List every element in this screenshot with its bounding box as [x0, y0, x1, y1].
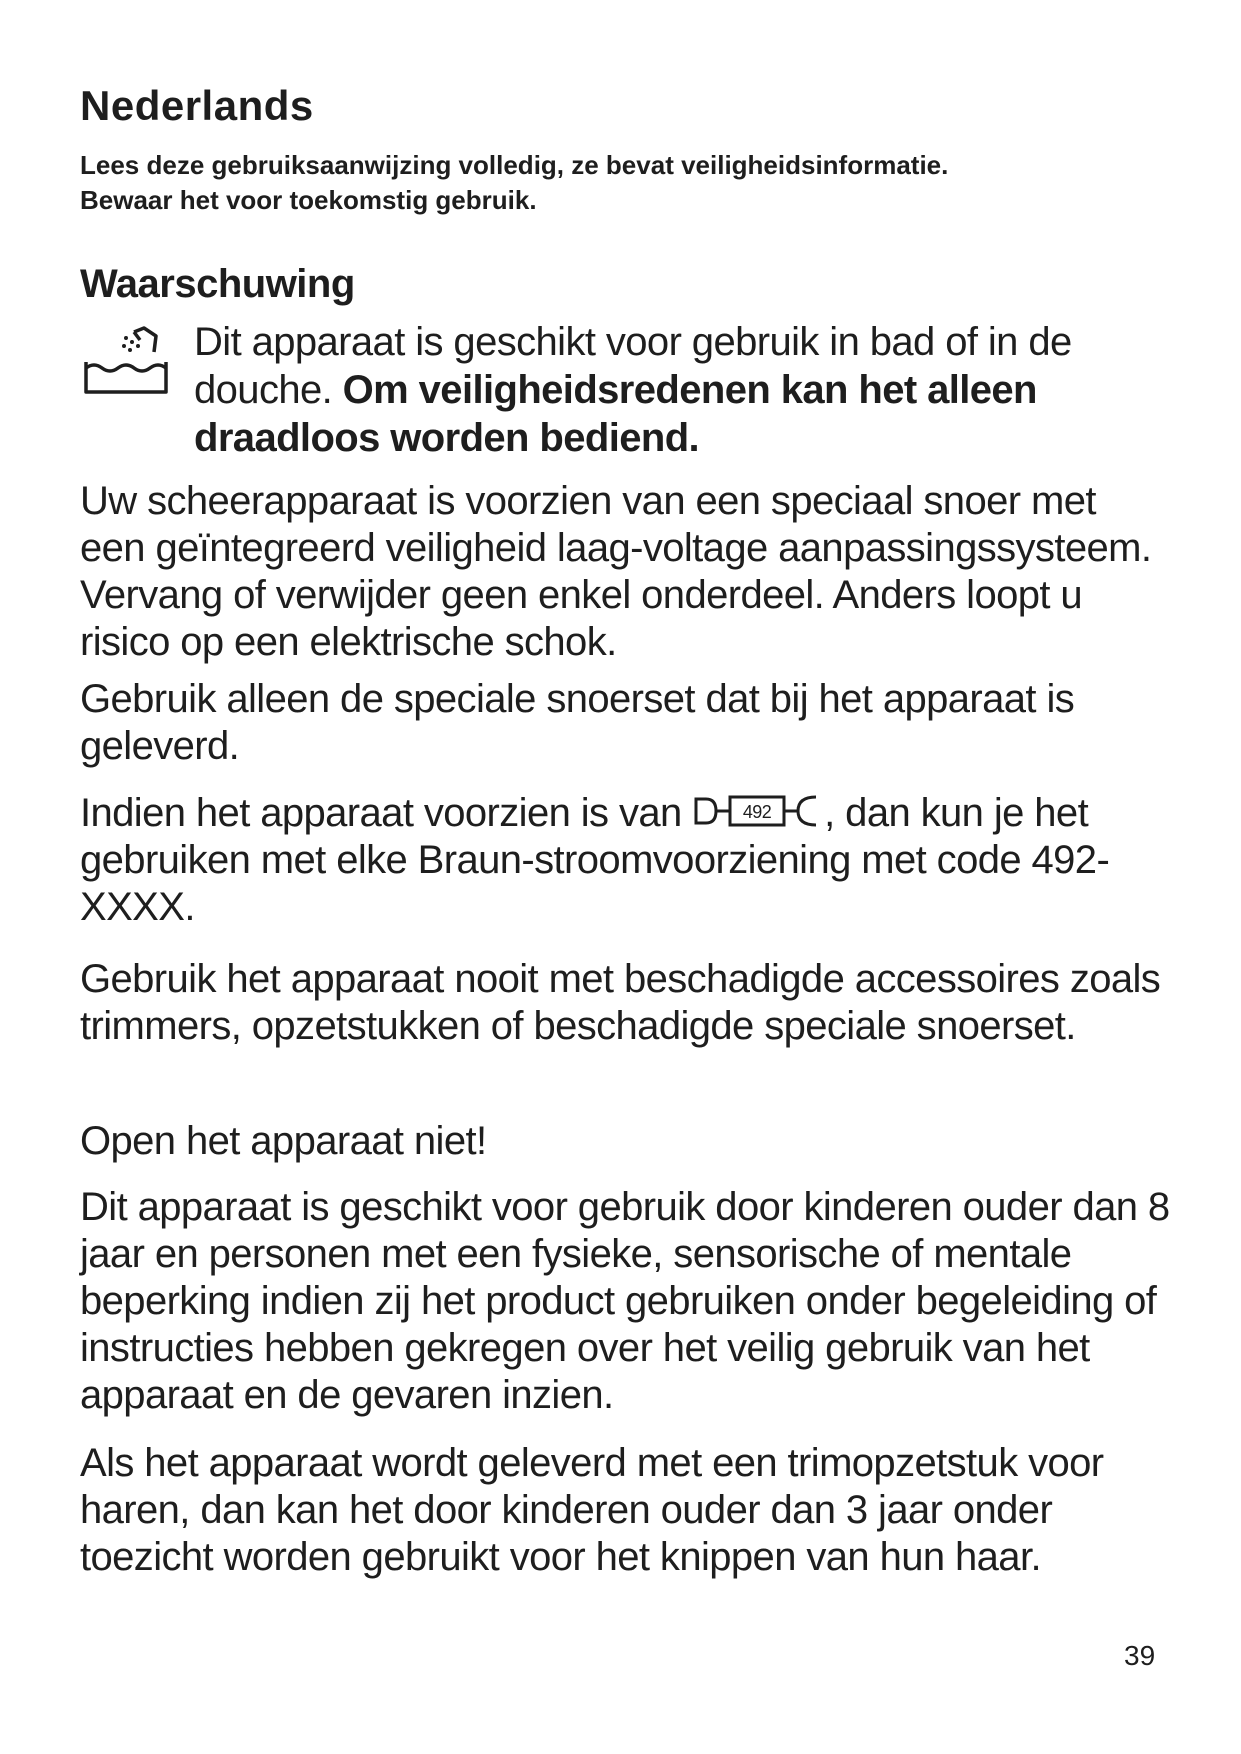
bath-shower-icon	[82, 322, 170, 400]
paragraph-cord-set: Gebruik alleen de speciale snoerset dat bij het apparaat is geleverd.	[80, 677, 1075, 768]
paragraph-damaged-accessories: Gebruik het apparaat nooit met beschadigde accessoires zoals trimmers, opzetstukken of beschadigde speciale snoerset.	[80, 957, 1161, 1048]
power-symbol-code: 492	[743, 802, 772, 823]
bath-warning-bold: Om veiligheidsredenen kan het alleen draadloos worden bediend.	[194, 368, 1037, 460]
intro-line-1: Lees deze gebruiksaanwijzing volledig, ze bevat veiligheidsinformatie.	[80, 150, 949, 180]
paragraph-cord-system: Uw scheerapparaat is voorzien van een speciaal snoer met een geïntegreerd veiligheid laag-voltage aanpassingssysteem. Vervang of verwijder geen enkel onderdeel. Anders loopt u risico op een elektrische schok.	[80, 479, 1152, 664]
page-number: 39	[1124, 1640, 1156, 1671]
intro-line-2: Bewaar het voor toekomstig gebruik.	[80, 185, 537, 215]
intro-text	[80, 148, 1180, 218]
language-heading: Nederlands	[80, 82, 314, 129]
bath-warning-regular: Dit apparaat is geschikt voor gebruik in bad of in de douche.	[194, 320, 1072, 412]
paragraph-do-not-open: Open het apparaat niet!	[80, 1119, 487, 1163]
power-supply-text-after: , dan kun je het gebruiken met elke Braun-stroomvoorziening met code 492-XXXX.	[80, 791, 1110, 929]
power-connector-symbol-icon	[692, 791, 824, 831]
paragraph-power-supply	[80, 790, 1170, 931]
power-supply-text-before: Indien het apparaat voorzien is van	[80, 791, 682, 835]
warning-heading: Waarschuwing	[80, 262, 355, 306]
paragraph-children-usage: Dit apparaat is geschikt voor gebruik door kinderen ouder dan 8 jaar en personen met een fysieke, sensorische of mentale beperking indien zij het product gebruiken onder begeleiding of instructies hebben gekregen over het veilig gebruik van het apparaat en de gevaren inzien.	[80, 1185, 1170, 1417]
paragraph-hair-trimmer: Als het apparaat wordt geleverd met een trimopzetstuk voor haren, dan kan het door kinderen ouder dan 3 jaar onder toezicht worden gebruikt voor het knippen van hun haar.	[80, 1441, 1104, 1579]
bath-warning-text	[194, 318, 1184, 462]
